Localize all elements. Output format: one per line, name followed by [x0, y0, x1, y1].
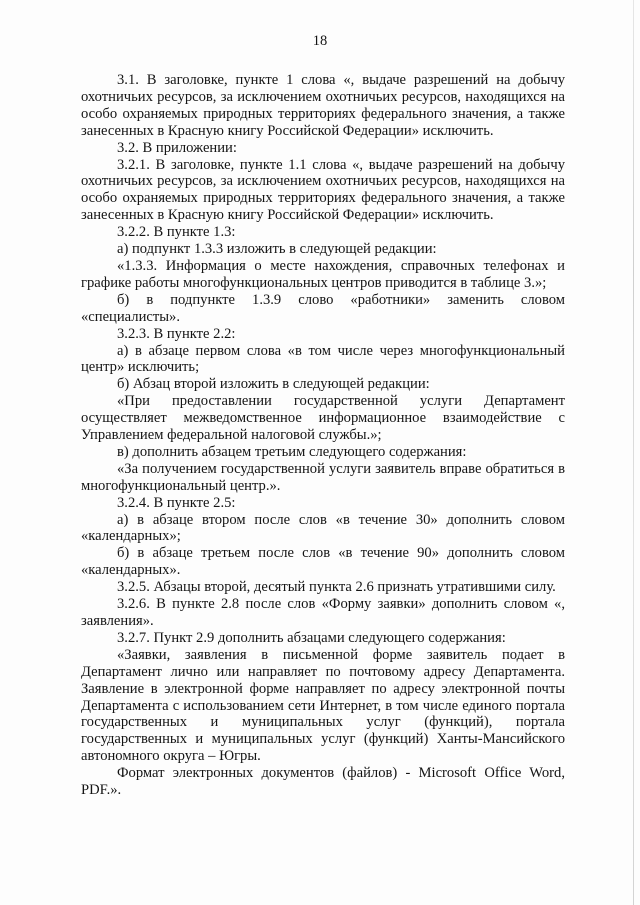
paragraph-2-2-new-text: «При предоставлении государственной услуги Департамент осуществляет межведомственное информационное взаимодействие с Управлением федеральной налоговой службы.»; [81, 393, 565, 444]
paragraph-3-2-4-b: б) в абзаце третьем после слов «в течение 90» дополнить словом «календарных». [81, 545, 565, 579]
page-edge-shadow [633, 0, 634, 905]
paragraph-3-1: 3.1. В заголовке, пункте 1 слова «, выдаче разрешений на добычу охотничьих ресурсов, за исключением охотничьих ресурсов, находящихся на особо охраняемых природных территориях федерального значения, а также занесенных в Красную книгу Российской Федерации» исключить. [81, 72, 565, 139]
page-number: 18 [312, 33, 328, 49]
paragraph-2-9-applications-text: «Заявки, заявления в письменной форме заявитель подает в Департамент лично или направляет по почтовому адресу Департамента. Заявление в электронной форме направляет по адресу электронной почты Департамента с использованием сети Интернет, в том числе единого портала государственных и муниципальных услуг (функций), портала государственных и муниципальных услуг (функций) Ханты-Мансийского автономного округа – Югры. [81, 646, 565, 765]
paragraph-3-2-3-b: б) Абзац второй изложить в следующей редакции: [117, 376, 430, 393]
paragraph-2-2-third-text: «За получением государственной услуги заявитель вправе обратиться в многофункциональный центр.». [81, 460, 565, 494]
paragraph-3-2-4-a: а) в абзаце втором после слов «в течение 30» дополнить словом «календарных»; [81, 511, 565, 545]
paragraph-3-2-5: 3.2.5. Абзацы второй, десятый пункта 2.6 признать утратившими силу. [117, 579, 556, 596]
paragraph-3-2-2-a: а) подпункт 1.3.3 изложить в следующей редакции: [117, 241, 437, 258]
document-body [81, 72, 565, 799]
paragraph-3-2-1: 3.2.1. В заголовке, пункте 1.1 слова «, выдаче разрешений на добычу охотничьих ресурсов, за исключением охотничьих ресурсов, находящихся на особо охраняемых природных территориях федерального значения, а также занесенных в Красную книгу Российской Федерации» исключить. [81, 156, 565, 224]
paragraph-3-2-3: 3.2.3. В пункте 2.2: [117, 325, 236, 342]
paragraph-3-2-3-a: а) в абзаце первом слова «в том числе через многофункциональный центр» исключить; [81, 342, 565, 376]
paragraph-3-2-3-v: в) дополнить абзацем третьим следующего содержания: [117, 443, 467, 460]
paragraph-2-9-file-format-text: Формат электронных документов (файлов) - Microsoft Office Word, PDF.». [81, 765, 565, 799]
paragraph-3-2: 3.2. В приложении: [117, 139, 237, 156]
paragraph-3-2-7: 3.2.7. Пункт 2.9 дополнить абзацами следующего содержания: [117, 629, 506, 646]
paragraph-3-2-2-b: б) в подпункте 1.3.9 слово «работники» заменить словом «специалисты». [81, 291, 565, 325]
paragraph-3-2-4: 3.2.4. В пункте 2.5: [117, 494, 236, 511]
paragraph-1-3-3-text: «1.3.3. Информация о месте нахождения, справочных телефонах и графике работы многофункциональных центров приводится в таблице 3.»; [81, 257, 565, 291]
paragraph-3-2-2: 3.2.2. В пункте 1.3: [117, 224, 236, 241]
paragraph-3-2-6: 3.2.6. В пункте 2.8 после слов «Форму заявки» дополнить словом «, заявления». [81, 596, 565, 629]
